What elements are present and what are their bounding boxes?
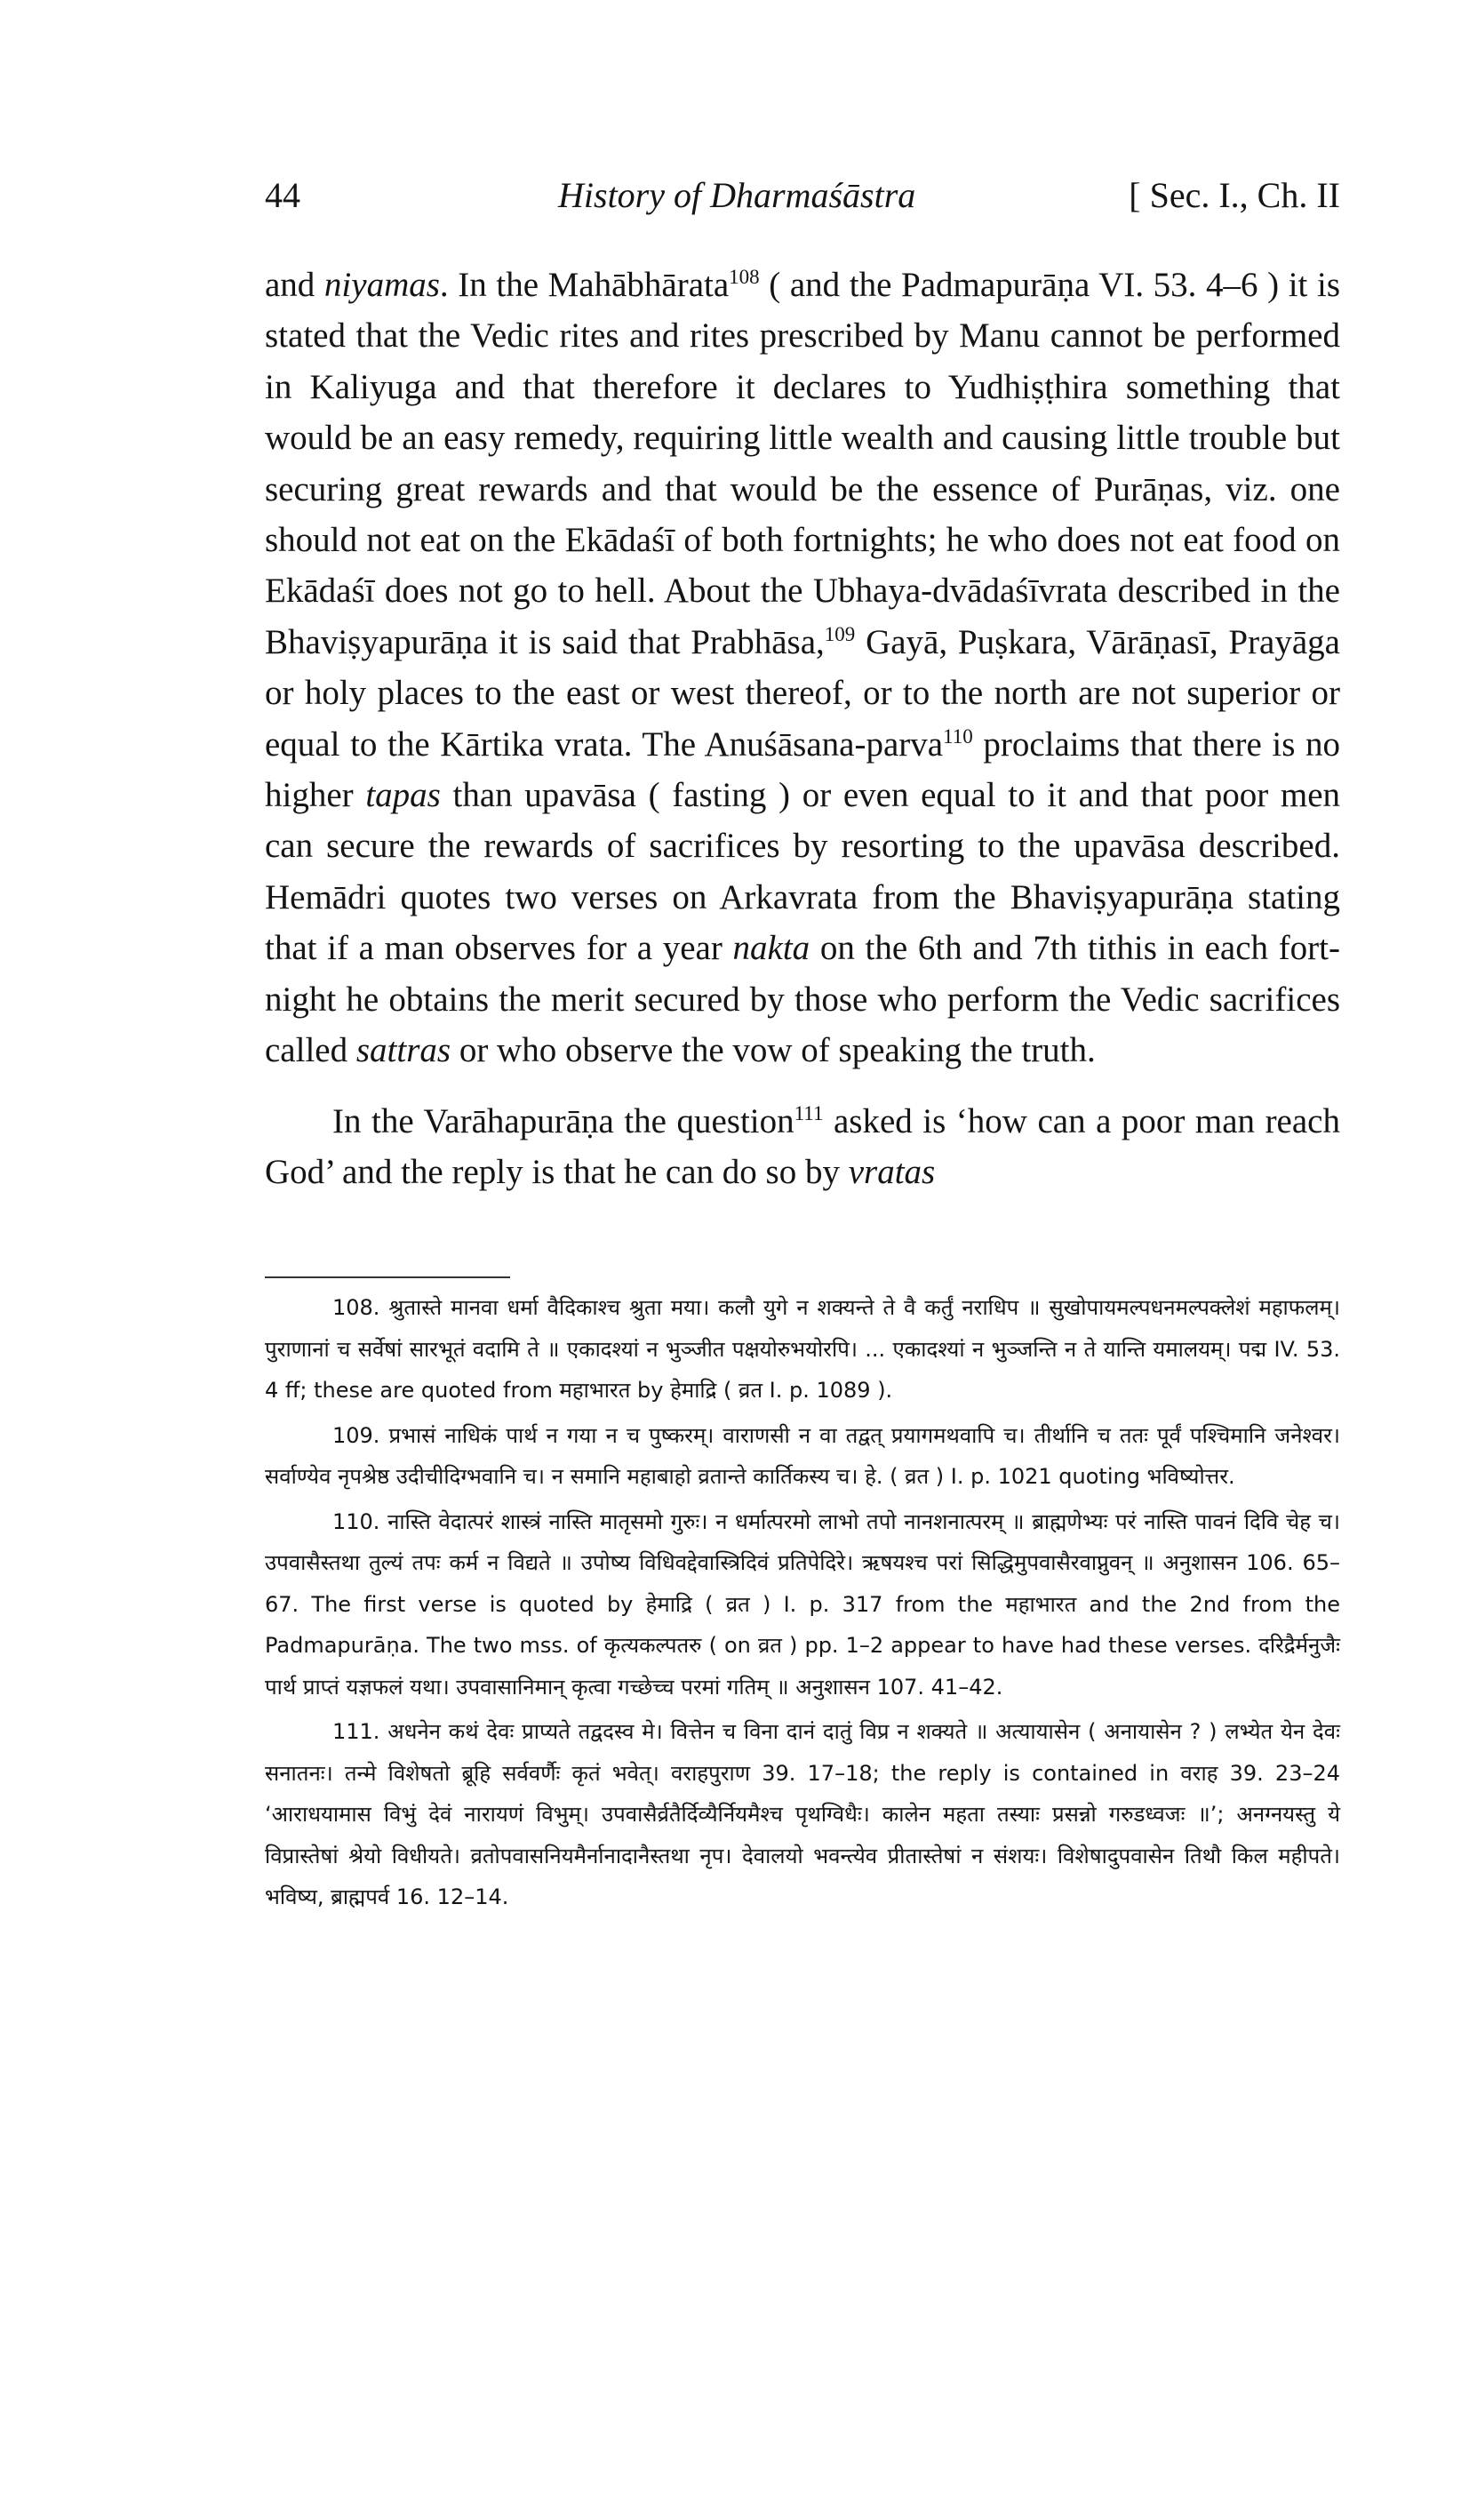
- footnotes: [265, 1287, 1340, 1918]
- footnote-110: 110. नास्ति वेदात्परं शास्त्रं नास्ति मातृसमो गुरुः। न धर्मात्परमो लाभो तपो नानशनात्परम् ॥ ब्राह्मणेभ्यः परं नास्ति पावनं दिवि चेह च। उपवासैस्तथा तुल्यं तपः कर्म न विद्यते ॥ उपोष्य विधिवद्देवास्त्रिदिवं प्रतिपेदिरे। ऋषयश्च परां सिद्धिमुपवासैरवाप्नुवन् ॥ अनुशासन 106. 65–67. The first verse is quoted by हेमाद्रि ( व्रत ) I. p. 317 from the महाभारत and the 2nd from the Padmapurāṇa. The two mss. of कृत्यकल्पतरु ( on व्रत ) pp. 1–2 appear to have had these verses. दरिद्रैर्मनुजैः पार्थ प्राप्तं यज्ञफलं यथा। उपवासानिमान् कृत्वा गच्छेच्च परमां गतिम् ॥ अनुशासन 107. 41–42.: [265, 1508, 1340, 1700]
- italic-term: vratas: [848, 1152, 936, 1191]
- running-title: History of Dharmaśāstra: [558, 175, 916, 215]
- footnote-ref-110: 110: [943, 724, 973, 748]
- text-run: on the 6th and 7th tithis in each fort-night he obtains the merit secured by those who perform the Vedic sacrifices called: [265, 929, 1340, 1070]
- footnote-ref-111: 111: [794, 1101, 824, 1124]
- text-run: or who observe the vow of speaking the truth.: [451, 1031, 1096, 1070]
- italic-term: nakta: [732, 929, 810, 968]
- text-run: . In the Mahābhārata: [439, 266, 730, 304]
- footnote-ref-109: 109: [824, 622, 856, 645]
- page-number: 44: [265, 175, 300, 215]
- footnote-109: 109. प्रभासं नाधिकं पार्थ न गया न च पुष्करम्। वाराणसी न वा तद्वत् प्रयागमथवापि च। तीर्थानि च ततः पूर्वं पश्चिमानि जनेश्वर। सर्वाण्येव नृपश्रेष्ठ उदीचीदिग्भवानि च। न समानि महाबाहो व्रतान्ते कार्तिकस्य च। हे. ( व्रत ) I. p. 1021 quoting भविष्योत्तर.: [265, 1422, 1340, 1489]
- running-header: [265, 174, 1340, 219]
- text-run: than upavāsa ( fasting ) or even equal to it and that poor men can secure the rewards of sacrifices by resorting to the upavāsa described. Hemādri quotes two verses on Arkavrata from the Bhaviṣyapurāṇa stating that if a man observes for a year: [265, 776, 1340, 968]
- footnote-separator: [265, 1276, 510, 1278]
- footnote-111: 111. अधनेन कथं देवः प्राप्यते तद्वदस्व मे। वित्तेन च विना दानं दातुं विप्र न शक्यते ॥ अत्यायासेन ( अनायासेन ? ) लभ्येत येन देवः सनातनः। तन्मे विशेषतो ब्रूहि सर्ववर्णैः कृतं भवेत्। वराहपुराण 39. 17–18; the reply is contained in वराह 39. 23–24 ‘आराधयामास विभुं देवं नारायणं विभुम्। उपवासैर्व्रतैर्दिव्यैर्नियमैश्च पृथग्विधैः। कालेन महता तस्याः प्रसन्नो गरुडध्वजः ॥’; अनग्नयस्तु ये विप्रास्तेषां श्रेयो विधीयते। व्रतोपवासनियमैर्नानादानैस्तथा नृप। देवालयो भवन्त्येव प्रीतास्तेषां न संशयः। विशेषादुपवासेन तिथौ किल महीपते। भविष्य, ब्राह्मपर्व 16. 12–14.: [265, 1719, 1340, 1909]
- italic-term: tapas: [365, 776, 441, 815]
- footnote-108: 108. श्रुतास्ते मानवा धर्मा वैदिकाश्च श्रुता मया। कलौ युगे न शक्यन्ते ते वै कर्तुं नराधिप ॥ सुखोपायमल्पधनमल्पक्लेशं महाफलम्। पुराणानां च सर्वेषां सारभूतं वदामि ते ॥ एकादश्यां न भुञ्जीत पक्षयोरुभयोरपि। ... एकादश्यां न भुञ्जन्ति न ते यान्ति यमालयम्। पद्म IV. 53. 4 ff; these are quoted from महाभारत by हेमाद्रि ( व्रत I. p. 1089 ).: [265, 1295, 1340, 1403]
- main-text: [265, 260, 1340, 1197]
- paragraph-2: [265, 1096, 1340, 1198]
- paragraph-1: [265, 260, 1340, 1076]
- text-run: and: [265, 266, 324, 304]
- italic-term: sattras: [355, 1031, 451, 1070]
- text-run: proclaims that there is no higher: [265, 724, 1340, 815]
- text-run: asked is ‘how can a poor man reach God’ and the reply is that he can do so by: [265, 1101, 1340, 1191]
- section-label: [ Sec. I., Ch. II: [1129, 175, 1340, 215]
- text-run: In the Varāhapurāṇa the question: [332, 1101, 794, 1140]
- italic-term: niyamas: [323, 266, 440, 304]
- text-run: Gayā, Puṣkara, Vārāṇasī, Prayāga or holy places to the east or west thereof, or to the north are not superior or equal to the Kārtika vrata. The Anuśāsana-parva: [265, 622, 1340, 764]
- text-run: ( and the Padmapurāṇa VI. 53. 4–6 ) it is stated that the Vedic rites and rites prescribed by Manu cannot be performed in Kaliyuga and that therefore it declares to Yudhiṣṭhira something that would be an easy remedy, requiring little wealth and causing little trouble but securing great rewards and that would be the essence of Purāṇas, viz. one should not eat on the Ekādaśī of both fortnights; he who does not eat food on Ekādaśī does not go to hell. About the Ubhaya-dvādaśīvrata described in the Bhaviṣyapurāṇa it is said that Prabhāsa,: [265, 266, 1341, 661]
- footnote-ref-108: 108: [729, 266, 760, 288]
